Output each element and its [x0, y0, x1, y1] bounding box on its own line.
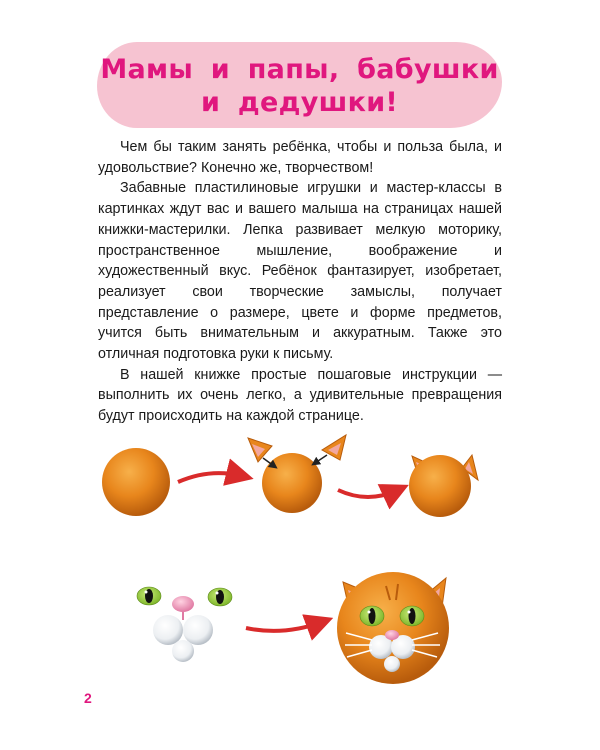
- step-5-cat-face: [337, 572, 449, 684]
- page-number: 2: [84, 690, 92, 706]
- paragraph-1: Чем бы таким занять ребёнка, чтобы и польза была, и удовольствие? Конечно же, творчеством!: [98, 139, 502, 176]
- step-4-face-parts: [137, 587, 232, 662]
- page-title-line-1: Мамы и папы, бабушки: [100, 54, 499, 85]
- arrow-3: [246, 622, 322, 631]
- step-1-ball: [102, 448, 170, 516]
- step-3-head-with-ears: [409, 455, 478, 517]
- arrow-2: [338, 490, 398, 497]
- paragraph-2: Забавные пластилиновые игрушки и мастер-классы в картинках ждут вас и вашего малыша на страницах нашей книжки-мастерилки. Лепка развивает мелкую моторику, пространственное мышление, воображение и художественный вкус. Ребёнок фантазирует, изобретает, реализует свои творческие замыслы, получает представление о размере, цвете и форме предметов, учится быть внимательным и аккуратным. Также это отличная подготовка руки к письму.: [98, 180, 502, 363]
- arrow-1: [178, 473, 242, 482]
- step-2-ball-with-ears: [248, 435, 346, 513]
- paragraph-3: В нашей книжке простые пошаговые инструкции — выполнить их очень легко, а удивительные превращения будут происходить на каждой странице.: [98, 366, 502, 425]
- page-title-line-2: и дедушки!: [200, 87, 399, 118]
